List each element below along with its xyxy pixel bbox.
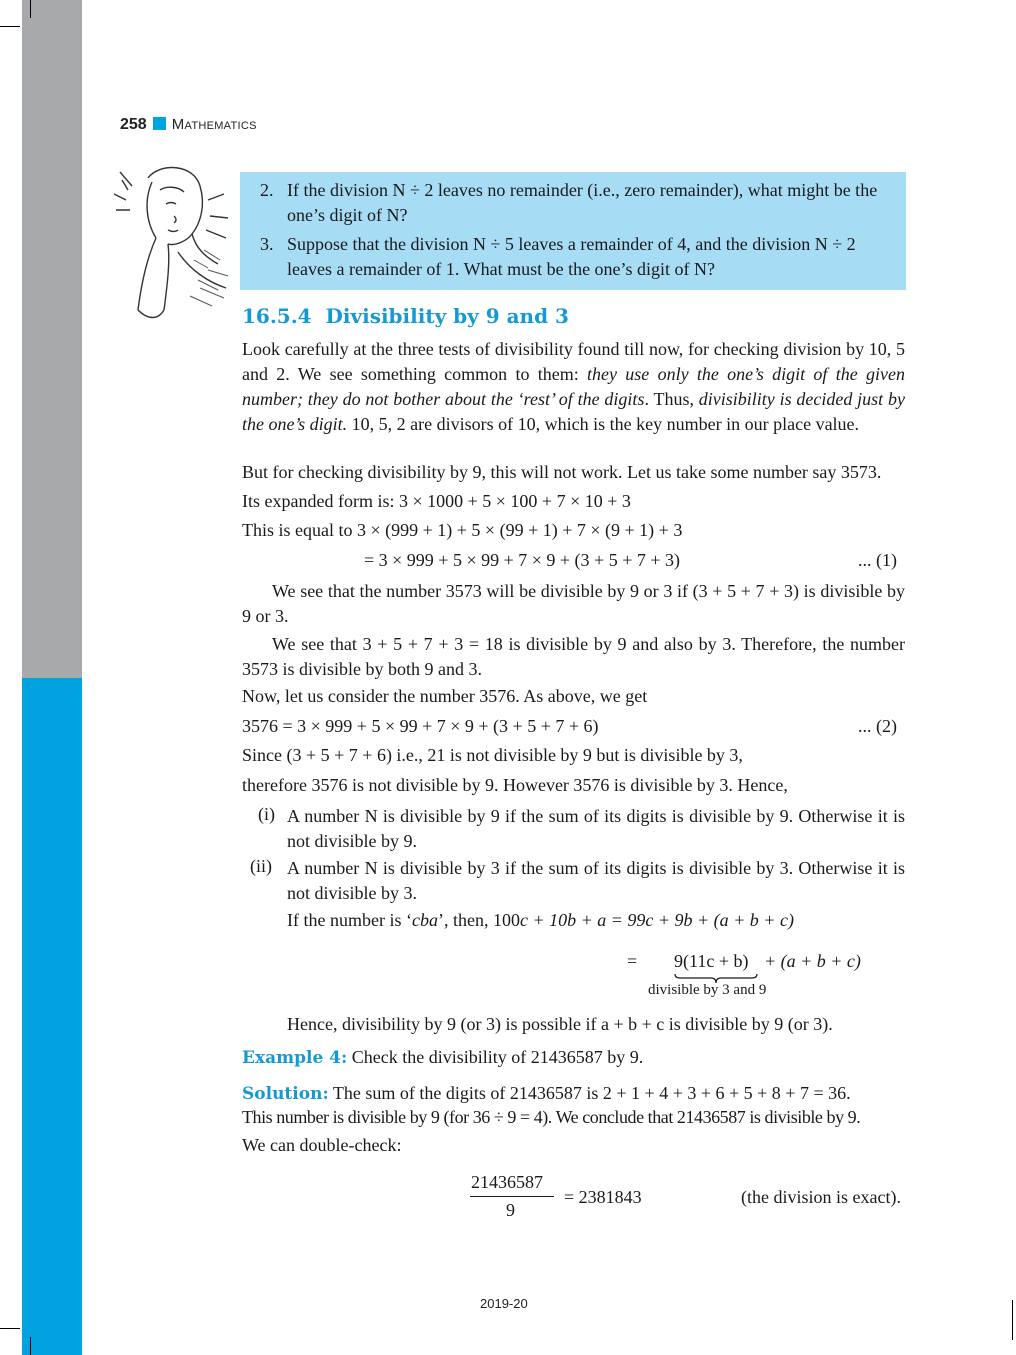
solution-label: Solution: [242,1084,329,1104]
rule-text: A number N is divisible by 9 if the sum of its digits is divisible by 9. Otherwise it is not divisible by 9. [287,806,905,851]
sidebar-strip-blue [22,678,82,1355]
solution-line: This number is divisible by 9 (for 36 ÷ 9 = 4). We conclude that 21436587 is divisible by 9. [242,1107,861,1127]
hence-line: Hence, divisibility by 9 (or 3) is possible if a + b + c is divisible by 9 (or 3). [287,1014,833,1034]
digit-sum-term: + (a + b + c) [764,951,861,971]
solution-line: Solution: The sum of the digits of 21436587 is 2 + 1 + 4 + 3 + 6 + 5 + 8 + 7 = 36. [242,1083,851,1104]
sidebar-strip-grey [22,0,82,678]
paragraph-line: But for checking divisibility by 9, this will not work. Let us take some number say 3573. [242,462,882,482]
fraction-numerator: 21436587 [471,1172,543,1192]
expanded-form: Its expanded form is: 3 × 1000 + 5 × 100 + 7 × 10 + 3 [242,491,631,511]
crop-mark [0,26,20,27]
paragraph-line: therefore 3576 is not divisible by 9. However 3576 is divisible by 3. Hence, [242,775,788,795]
crop-mark [30,1337,31,1355]
think-discuss-box: 2. If the division N ÷ 2 leaves no remainder (i.e., zero remainder), what might be the one’s digit of N? 3. Suppose that the division N ÷ 5 leaves a remainder of 4, and the division N ÷ 2 leaves a remainder of 1. What must be the one’s digit of N? [240,172,906,290]
equation-1-tag: ... (1) [858,550,897,570]
equation-2-tag: ... (2) [858,716,897,736]
paragraph-line: Now, let us consider the number 3576. As above, we get [242,686,648,706]
paragraph: We see that 3 + 5 + 7 + 3 = 18 is divisible by 9 and also by 3. Therefore, the number 3573 is divisible by both 9 and 3. [242,634,905,679]
crop-mark [0,1328,20,1329]
page-number: 258 [120,116,147,133]
equation-2: 3576 = 3 × 999 + 5 × 99 + 7 × 9 + (3 + 5 + 7 + 6) [242,716,599,736]
equation-line: This is equal to 3 × (999 + 1) + 5 × (99 + 1) + 7 × (9 + 1) + 3 [242,520,683,540]
rule-number: (ii) [250,856,272,876]
thinking-girl-illustration [108,160,238,335]
paragraph-line: Since (3 + 5 + 7 + 6) i.e., 21 is not divisible by 9 but is divisible by 3, [242,745,743,765]
example-heading: Example 4: Check the divisibility of 21436587 by 9. [242,1047,644,1068]
grouped-term: 9(11c + b) [674,951,749,971]
section-heading: 16.5.4 Divisibility by 9 and 3 [242,304,569,328]
intro-paragraph: Look carefully at the three tests of divisibility found till now, for checking division by 10, 5 and 2. We see something common to them: they use only the one’s digit of the given number; they do not bother about the ‘rest’ of the digits. Thus, divisibility is decided just by the one’s digit. 10, 5, 2 are divisors of 10, which is the key number in our place value. [242,339,905,434]
paragraph: We see that the number 3573 will be divisible by 9 or 3 if (3 + 5 + 7 + 3) is divisible by 9 or 3. [242,581,905,626]
rule-number: (i) [258,804,275,824]
cba-line: If the number is ‘cba’, then, 100c + 10b + a = 99c + 9b + (a + b + c) [287,910,794,930]
rule-text: A number N is divisible by 3 if the sum of its digits is divisible by 3. Otherwise it is not divisible by 3. [287,858,905,903]
fraction-note: (the division is exact). [741,1187,901,1207]
equals-sign: = [627,951,638,971]
fraction-result: = 2381843 [564,1187,642,1207]
underbrace-label: divisible by 3 and 9 [648,982,767,998]
crop-mark [1012,1300,1013,1340]
fraction-denominator: 9 [506,1200,515,1220]
footer-year: 2019-20 [480,1296,528,1311]
example-label: Example 4: [242,1048,348,1068]
subject-title: MATHEMATICS [171,116,257,133]
running-header [120,116,257,134]
equation-1: = 3 × 999 + 5 × 99 + 7 × 9 + (3 + 5 + 7 + 3) [364,550,681,570]
fraction-bar [470,1196,554,1197]
blue-square-icon [153,117,166,130]
solution-line: We can double-check: [242,1135,402,1155]
crop-mark [30,0,31,18]
